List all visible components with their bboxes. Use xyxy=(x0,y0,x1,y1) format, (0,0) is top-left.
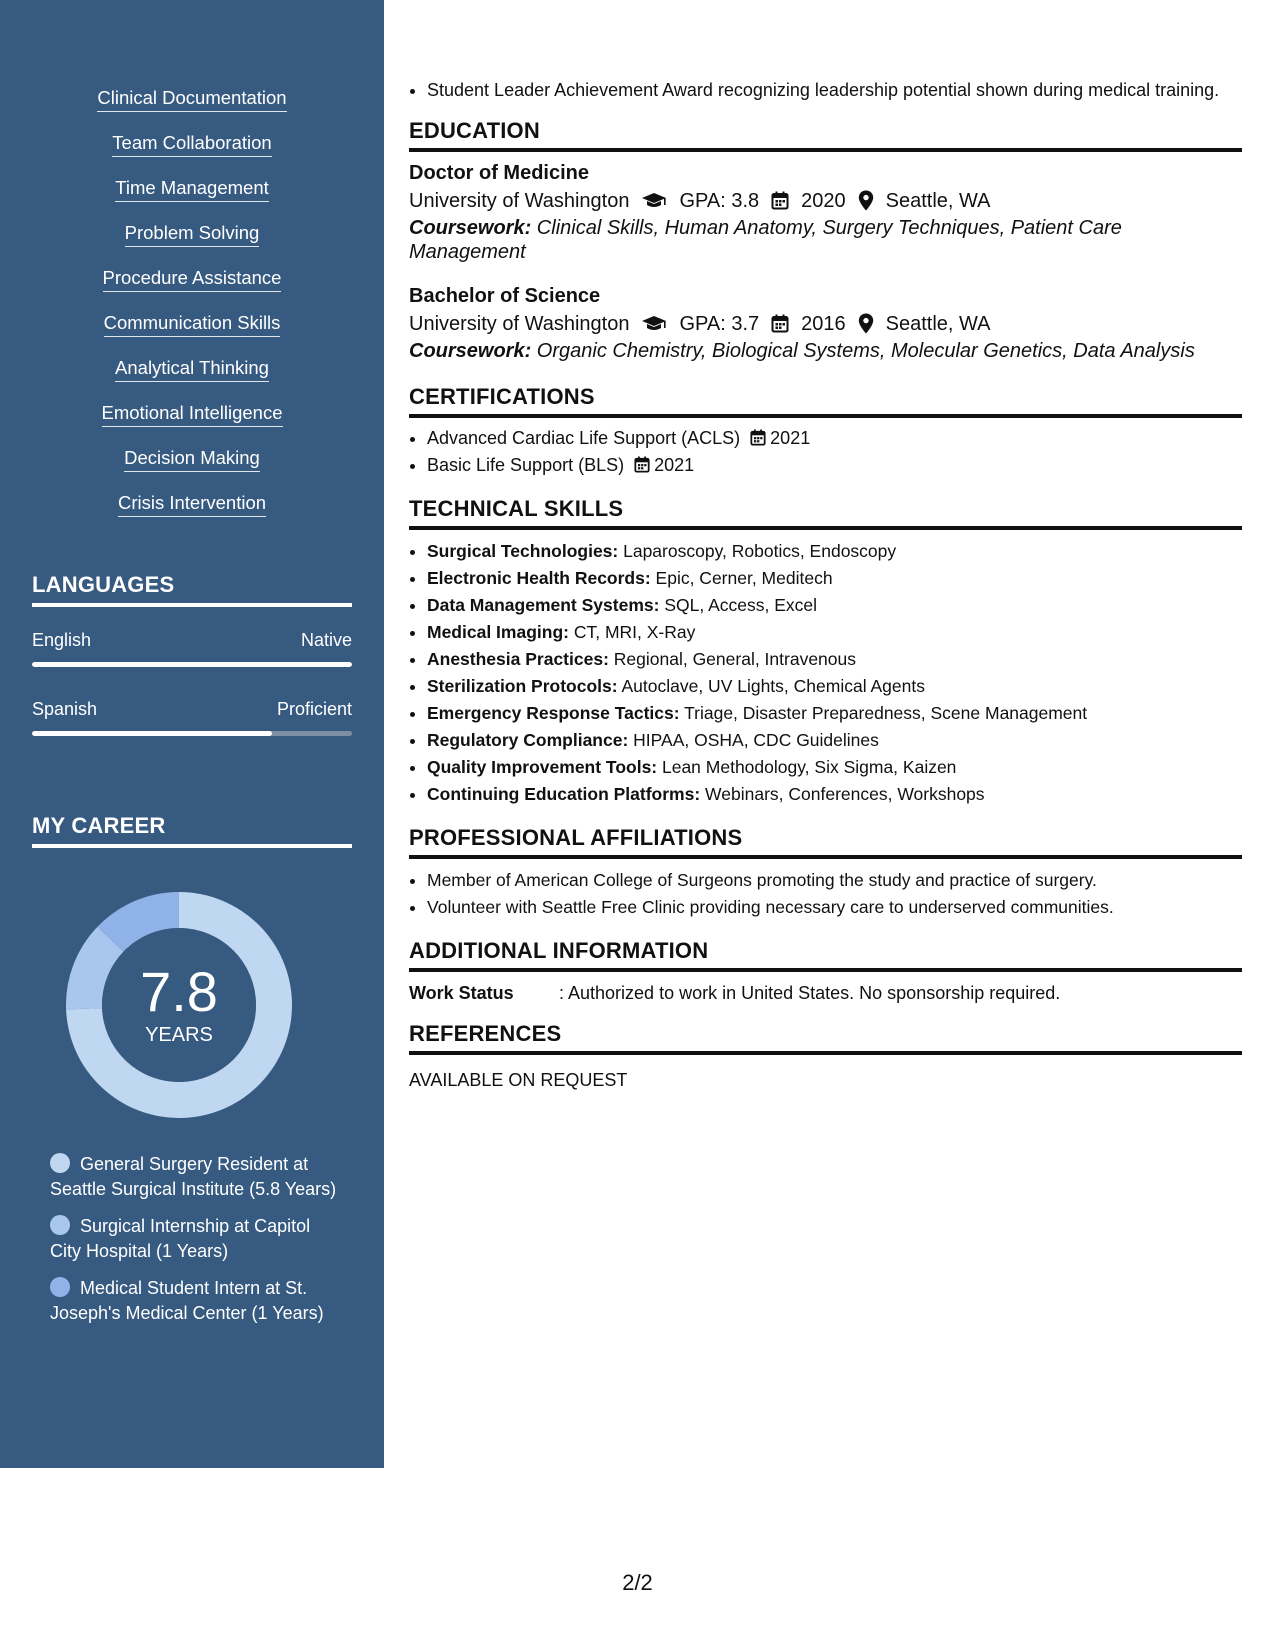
technical-skill-item xyxy=(427,754,1242,781)
page-number: 2/2 xyxy=(622,1570,653,1595)
graduation-cap-icon xyxy=(641,315,667,333)
gpa: GPA: 3.8 xyxy=(679,189,760,212)
degree-title: Doctor of Medicine xyxy=(409,161,590,184)
technical-skill-label: Anesthesia Practices: xyxy=(427,649,609,669)
career-dot-icon xyxy=(50,1215,70,1235)
work-status-row xyxy=(409,980,1242,1006)
career-dot-icon xyxy=(50,1277,70,1297)
career-item-text: Surgical Internship at Capitol City Hospital (1 Years) xyxy=(50,1216,311,1261)
career-donut-center xyxy=(66,892,292,1118)
sidebar xyxy=(0,0,384,1468)
affiliation-item: • Volunteer with Seattle Free Clinic providing necessary care to underserved communities. xyxy=(427,894,1242,921)
language-name: Spanish xyxy=(32,699,98,719)
technical-skill-label: Data Management Systems: xyxy=(427,595,660,615)
certifications-title: CERTIFICATIONS xyxy=(409,383,1242,418)
technical-skill-item xyxy=(427,781,1242,808)
affiliations-list xyxy=(409,867,1242,921)
awards-list xyxy=(409,78,1242,103)
coursework-label: Coursework: xyxy=(409,216,532,239)
education-title: EDUCATION xyxy=(409,117,1242,152)
skill-item: Crisis Intervention xyxy=(118,491,266,517)
degree-title: Bachelor of Science xyxy=(409,284,601,307)
career-donut xyxy=(66,892,292,1118)
technical-skill-value: Autoclave, UV Lights, Chemical Agents xyxy=(617,676,925,696)
coursework-label: Coursework: xyxy=(409,339,532,362)
graduation-year: 2016 xyxy=(801,312,846,335)
education-entry xyxy=(409,283,1242,364)
certification-year: 2021 xyxy=(770,428,811,448)
award-item: • Student Leader Achievement Award recognizing leadership potential shown during medical training. xyxy=(427,78,1242,103)
technical-skill-value: CT, MRI, X-Ray xyxy=(568,622,696,642)
language-bar-fill xyxy=(32,662,352,667)
main-content xyxy=(409,78,1242,1093)
language-bar-fill xyxy=(32,731,272,736)
technical-skill-value: Laparoscopy, Robotics, Endoscopy xyxy=(618,541,897,561)
career-item xyxy=(50,1276,340,1325)
languages-title: LANGUAGES xyxy=(32,572,352,607)
technical-skill-value: Triage, Disaster Preparedness, Scene Management xyxy=(679,703,1088,723)
education-entry xyxy=(409,160,1242,265)
career-item xyxy=(50,1214,340,1263)
certification-item xyxy=(427,453,1242,480)
certifications-list xyxy=(409,426,1242,479)
education-meta xyxy=(409,186,1242,216)
technical-skill-item xyxy=(427,619,1242,646)
school-location: Seattle, WA xyxy=(885,189,991,212)
calendar-icon xyxy=(750,428,766,453)
technical-skill-label: Regulatory Compliance: xyxy=(427,730,629,750)
technical-skill-label: Surgical Technologies: xyxy=(427,541,619,561)
skill-item: Decision Making xyxy=(124,446,260,472)
technical-skill-item xyxy=(427,565,1242,592)
career-item-text: General Surgery Resident at Seattle Surgical Institute (5.8 Years) xyxy=(50,1154,337,1199)
language-english xyxy=(32,628,352,667)
calendar-icon xyxy=(771,191,789,210)
skill-item: Time Management xyxy=(115,176,269,202)
coursework xyxy=(409,339,1242,364)
calendar-icon xyxy=(771,314,789,333)
technical-skill-label: Medical Imaging: xyxy=(427,622,569,642)
technical-skill-value: Regional, General, Intravenous xyxy=(608,649,856,669)
technical-skill-item xyxy=(427,646,1242,673)
skill-item: Problem Solving xyxy=(125,221,260,247)
language-bar xyxy=(32,662,352,667)
career-item-text: Medical Student Intern at St. Joseph's Medical Center (1 Years) xyxy=(50,1278,324,1323)
skill-item: Clinical Documentation xyxy=(97,86,286,112)
technical-skill-label: Continuing Education Platforms: xyxy=(427,784,701,804)
skill-item: Analytical Thinking xyxy=(115,356,269,382)
technical-skill-label: Electronic Health Records: xyxy=(427,568,651,588)
language-bar xyxy=(32,731,352,736)
technical-skill-value: Epic, Cerner, Meditech xyxy=(650,568,833,588)
certification-item xyxy=(427,426,1242,453)
technical-skill-label: Quality Improvement Tools: xyxy=(427,757,658,777)
school-name: University of Washington xyxy=(409,189,630,212)
technical-skill-item xyxy=(427,727,1242,754)
technical-skill-label: Emergency Response Tactics: xyxy=(427,703,680,723)
location-pin-icon xyxy=(858,190,874,211)
references-title: REFERENCES xyxy=(409,1020,1242,1055)
technical-skill-value: Lean Methodology, Six Sigma, Kaizen xyxy=(657,757,957,777)
career-years-unit: YEARS xyxy=(145,1024,213,1046)
work-status-label: Work Status xyxy=(409,983,514,1003)
technical-skills-title: TECHNICAL SKILLS xyxy=(409,495,1242,530)
calendar-icon xyxy=(634,455,650,480)
coursework-text: Clinical Skills, Human Anatomy, Surgery Techniques, Patient Care Management xyxy=(409,216,1122,263)
career-dot-icon xyxy=(50,1153,70,1173)
work-status-value: : Authorized to work in United States. No sponsorship required. xyxy=(559,983,1061,1003)
graduation-year: 2020 xyxy=(801,189,846,212)
language-spanish xyxy=(32,697,352,736)
technical-skill-value: SQL, Access, Excel xyxy=(659,595,818,615)
certification-year: 2021 xyxy=(654,454,695,475)
language-name: English xyxy=(32,630,92,650)
career-total-years: 7.8 xyxy=(140,960,218,1023)
technical-skill-item xyxy=(427,538,1242,565)
additional-info-title: ADDITIONAL INFORMATION xyxy=(409,937,1242,972)
technical-skill-item xyxy=(427,673,1242,700)
technical-skill-value: Webinars, Conferences, Workshops xyxy=(700,784,985,804)
technical-skill-item xyxy=(427,592,1242,619)
certification-name: Advanced Cardiac Life Support (ACLS) xyxy=(427,428,741,448)
skill-item: Emotional Intelligence xyxy=(102,401,283,427)
career-list xyxy=(50,1152,340,1338)
soft-skills-list xyxy=(0,86,384,536)
coursework-text: Organic Chemistry, Biological Systems, Molecular Genetics, Data Analysis xyxy=(531,339,1195,362)
coursework xyxy=(409,216,1242,265)
education-meta xyxy=(409,309,1242,339)
graduation-cap-icon xyxy=(641,192,667,210)
skill-item: Communication Skills xyxy=(104,311,281,337)
technical-skills-list xyxy=(409,538,1242,808)
certification-name: Basic Life Support (BLS) xyxy=(427,454,625,475)
school-location: Seattle, WA xyxy=(885,312,991,335)
technical-skill-item xyxy=(427,700,1242,727)
location-pin-icon xyxy=(858,313,874,334)
school-name: University of Washington xyxy=(409,312,630,335)
technical-skill-value: HIPAA, OSHA, CDC Guidelines xyxy=(628,730,879,750)
skill-item: Team Collaboration xyxy=(112,131,271,157)
career-item xyxy=(50,1152,340,1201)
affiliation-item: • Member of American College of Surgeons promoting the study and practice of surgery. xyxy=(427,867,1242,894)
affiliations-title: PROFESSIONAL AFFILIATIONS xyxy=(409,824,1242,859)
skill-item: Procedure Assistance xyxy=(103,266,282,292)
references-text: AVAILABLE ON REQUEST xyxy=(409,1070,628,1090)
career-title: MY CAREER xyxy=(32,813,352,848)
language-level: Native xyxy=(300,630,352,650)
gpa: GPA: 3.7 xyxy=(679,312,760,335)
technical-skill-label: Sterilization Protocols: xyxy=(427,676,618,696)
language-level: Proficient xyxy=(276,699,352,719)
